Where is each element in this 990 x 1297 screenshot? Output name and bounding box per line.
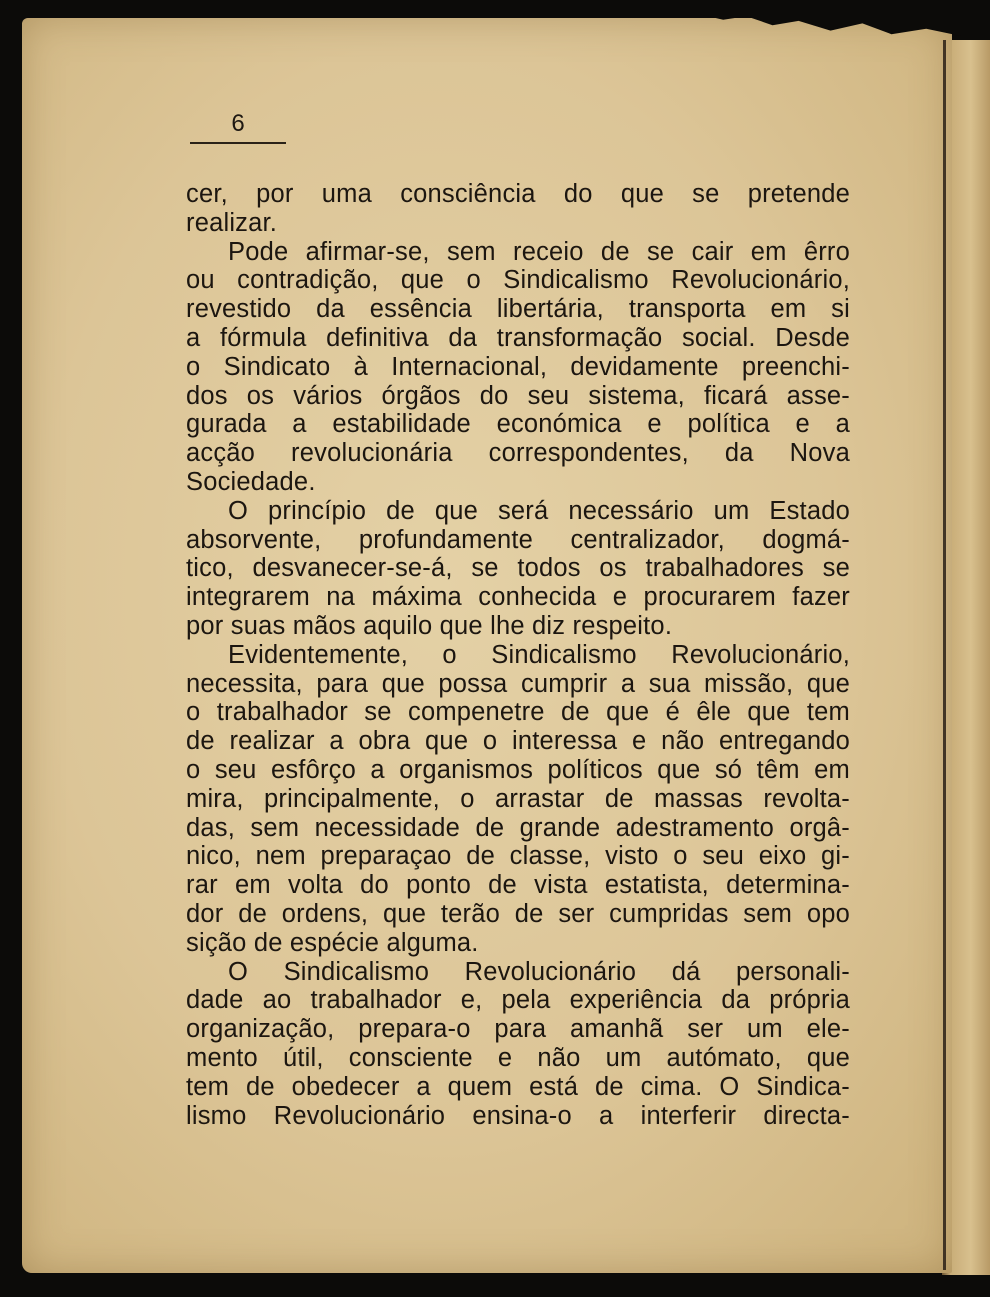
text-line: Pode afirmar-se, sem receio de se cair em êrro bbox=[228, 237, 850, 266]
page-number: 6 bbox=[231, 110, 245, 137]
text-line: Sociedade. bbox=[186, 467, 316, 496]
text-line: O princípio de que será necessário um Estado bbox=[228, 496, 850, 525]
text-line: a fórmula definitiva da transformação social. Desde bbox=[186, 323, 850, 352]
text-line: mira, principalmente, o arrastar de massas revolta- bbox=[186, 784, 850, 813]
text-line: rar em volta do ponto de vista estatista, determina- bbox=[186, 871, 850, 900]
text-line: revestido da essência libertária, transporta em si bbox=[186, 295, 850, 324]
text-line: cer, por uma consciência do que se pretende bbox=[186, 180, 850, 208]
text-line: o trabalhador se compenetre de que é êle que tem bbox=[186, 698, 850, 727]
text-line: das, sem necessidade de grande adestramento orgâ- bbox=[186, 813, 850, 842]
header-rule bbox=[190, 142, 286, 144]
text-line: por suas mãos aquilo que lhe diz respeito. bbox=[186, 611, 673, 640]
text-line: nico, nem preparaçao de classe, visto o seu eixo gi- bbox=[186, 842, 850, 871]
text-line: o Sindicato à Internacional, devidamente preenchi- bbox=[186, 352, 850, 381]
text-line: mento útil, consciente e não um autómato, que bbox=[186, 1043, 850, 1072]
text-line: acção revolucionária correspondentes, da Nova bbox=[186, 439, 850, 468]
text-line: tem de obedecer a quem está de cima. O Sindica- bbox=[186, 1072, 850, 1101]
text-line: de realizar a obra que o interessa e não entregando bbox=[186, 727, 850, 756]
text-line: lismo Revolucionário ensina-o a interferir directa- bbox=[186, 1101, 850, 1130]
text-line: o seu esfôrço a organismos políticos que só têm em bbox=[186, 755, 850, 784]
text-line: dor de ordens, que terão de ser cumpridas sem opo bbox=[186, 899, 850, 928]
text-line: gurada a estabilidade económica e política e a bbox=[186, 410, 850, 439]
text-line: integrarem na máxima conhecida e procurarem fazer bbox=[186, 583, 850, 612]
text-line: dade ao trabalhador e, pela experiência da própria bbox=[186, 986, 850, 1015]
text-line: Evidentemente, o Sindicalismo Revolucionário, bbox=[228, 640, 850, 669]
text-line: ou contradição, que o Sindicalismo Revolucionário, bbox=[186, 266, 850, 295]
spine-line bbox=[943, 40, 946, 1270]
text-line: organização, prepara-o para amanhã ser um ele- bbox=[186, 1015, 850, 1044]
body-text bbox=[186, 180, 850, 1130]
text-line: necessita, para que possa cumprir a sua missão, que bbox=[186, 669, 850, 698]
text-line: tico, desvanecer-se-á, se todos os trabalhadores se bbox=[186, 554, 850, 583]
text-line: O Sindicalismo Revolucionário dá personali- bbox=[228, 957, 850, 986]
text-line: realizar. bbox=[186, 208, 278, 237]
text-line: sição de espécie alguma. bbox=[186, 928, 479, 957]
text-line: dos os vários órgãos do seu sistema, ficará asse- bbox=[186, 381, 850, 410]
text-line: absorvente, profundamente centralizador, dogmá- bbox=[186, 525, 850, 554]
